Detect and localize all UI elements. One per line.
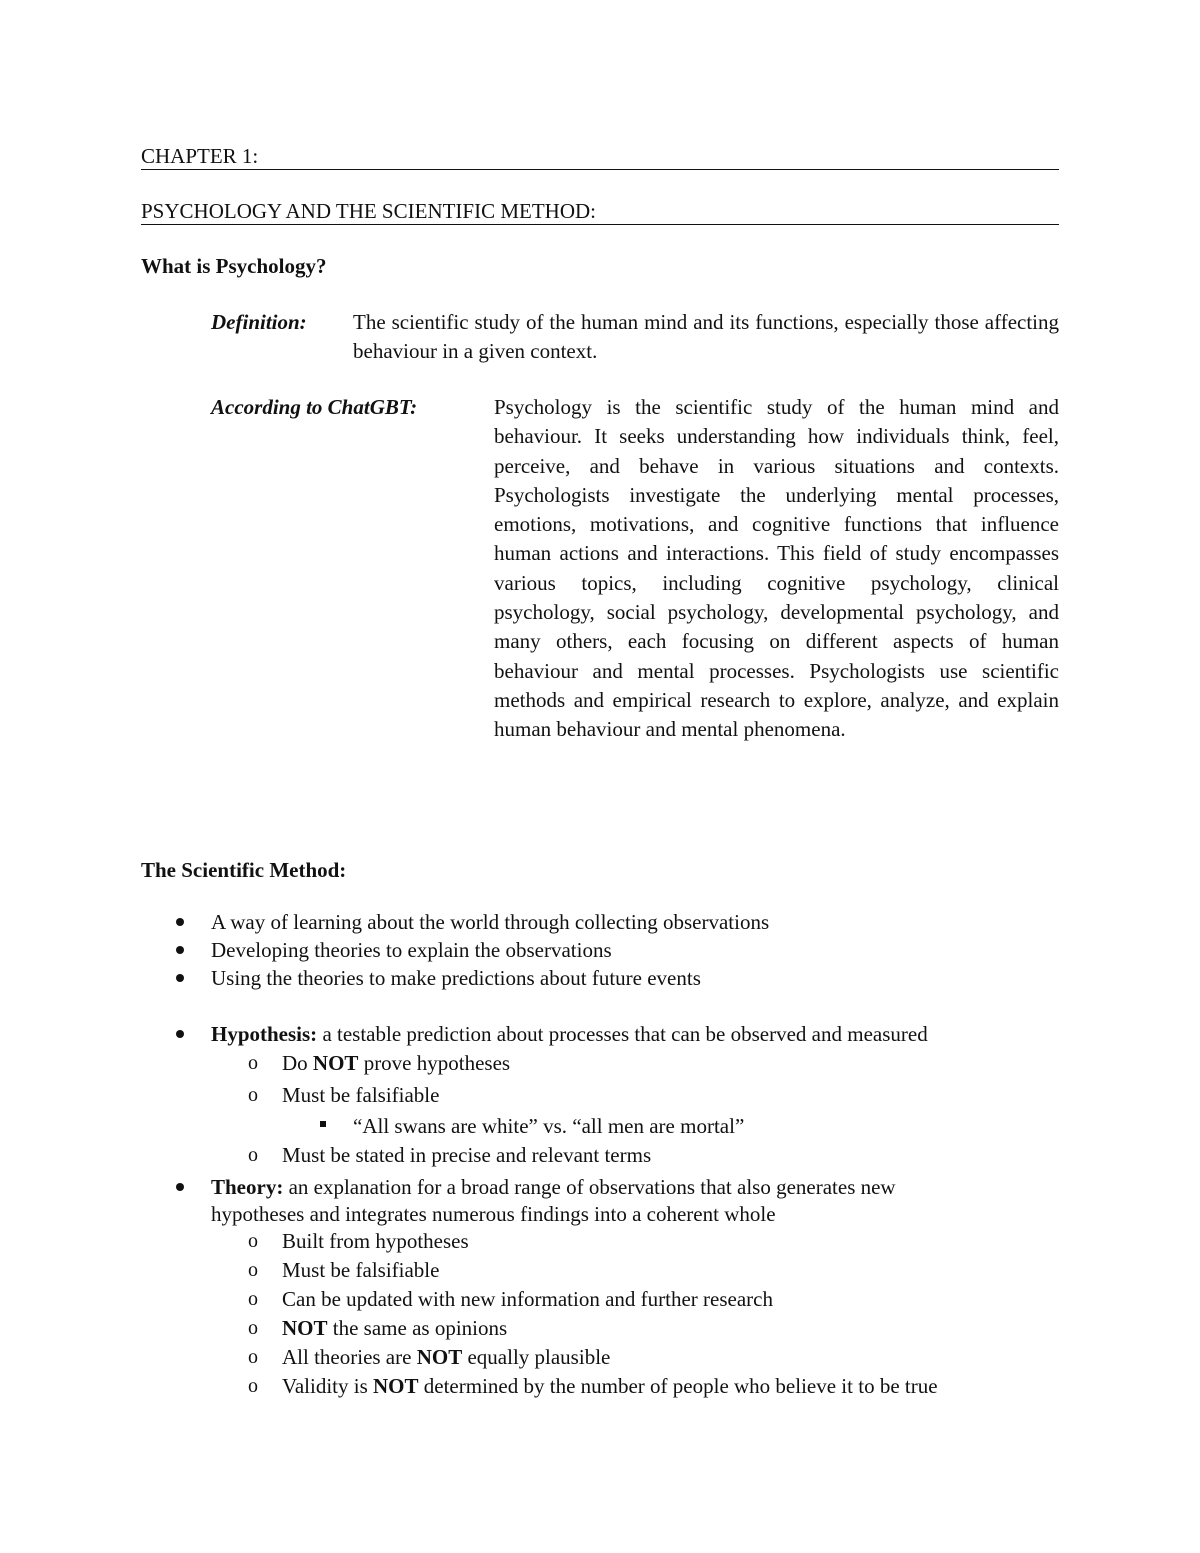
circle-bullet-icon: o bbox=[248, 1052, 258, 1074]
section-title: PSYCHOLOGY AND THE SCIENTIFIC METHOD: bbox=[141, 198, 1059, 225]
list-item: Validity is NOT determined by the number of people who believe it to be true bbox=[282, 1374, 938, 1398]
circle-bullet-icon: o bbox=[248, 1375, 258, 1397]
bullet-icon bbox=[176, 974, 184, 982]
what-is-heading: What is Psychology? bbox=[141, 254, 327, 278]
circle-bullet-icon: o bbox=[248, 1259, 258, 1281]
definition-label: Definition: bbox=[211, 310, 307, 334]
circle-bullet-icon: o bbox=[248, 1317, 258, 1339]
hypothesis-definition: a testable prediction about processes that can be observed and measured bbox=[317, 1022, 928, 1046]
list-item: Must be falsifiable bbox=[282, 1258, 440, 1282]
list-item: Built from hypotheses bbox=[282, 1229, 469, 1253]
list-item: Developing theories to explain the observations bbox=[211, 938, 612, 962]
list-item: Can be updated with new information and further research bbox=[282, 1287, 773, 1311]
list-item: NOT the same as opinions bbox=[282, 1316, 508, 1340]
bullet-icon bbox=[176, 1183, 184, 1191]
circle-bullet-icon: o bbox=[248, 1084, 258, 1106]
circle-bullet-icon: o bbox=[248, 1346, 258, 1368]
circle-bullet-icon: o bbox=[248, 1288, 258, 1310]
chapter-heading: CHAPTER 1: bbox=[141, 143, 1059, 170]
bullet-icon bbox=[176, 946, 184, 954]
list-item: A way of learning about the world through collecting observations bbox=[211, 910, 770, 934]
list-item: Do NOT prove hypotheses bbox=[282, 1051, 511, 1075]
square-bullet-icon bbox=[320, 1121, 326, 1127]
theory-item bbox=[211, 1173, 896, 1202]
theory-definition-continued: hypotheses and integrates numerous findings into a coherent whole bbox=[211, 1202, 776, 1226]
bullet-icon bbox=[176, 918, 184, 926]
hypothesis-item bbox=[211, 1020, 928, 1049]
list-item: Must be stated in precise and relevant terms bbox=[282, 1143, 652, 1167]
bullet-icon bbox=[176, 1030, 184, 1038]
theory-term: Theory: bbox=[211, 1175, 284, 1199]
hypothesis-term: Hypothesis: bbox=[211, 1022, 318, 1046]
theory-definition: an explanation for a broad range of observations that also generates new bbox=[283, 1175, 896, 1199]
definition-text: The scientific study of the human mind and its functions, especially those affecting behaviour in a given context. bbox=[353, 310, 1059, 363]
chatgpt-label: According to ChatGBT: bbox=[211, 395, 418, 419]
circle-bullet-icon: o bbox=[248, 1144, 258, 1166]
list-item: All theories are NOT equally plausible bbox=[282, 1345, 611, 1369]
list-item: Using the theories to make predictions about future events bbox=[211, 966, 701, 990]
scientific-method-heading: The Scientific Method: bbox=[141, 858, 347, 882]
list-item: “All swans are white” vs. “all men are mortal” bbox=[353, 1114, 745, 1138]
chatgpt-text: Psychology is the scientific study of the human mind and behaviour. It seeks understanding how individuals think, feel, perceive, and behave in various situations and contexts. Psychologists investigate the underlying mental processes, emotions, motivations, and cognitive functions that influence human actions and interactions. This field of study encompasses various topics, including cognitive psychology, clinical psychology, social psychology, developmental psychology, and many others, each focusing on different aspects of human behaviour and mental processes. Psychologists use scientific methods and empirical research to explore, analyze, and explain human behaviour and mental phenomena. bbox=[494, 395, 1059, 742]
list-item: Must be falsifiable bbox=[282, 1083, 440, 1107]
circle-bullet-icon: o bbox=[248, 1230, 258, 1252]
